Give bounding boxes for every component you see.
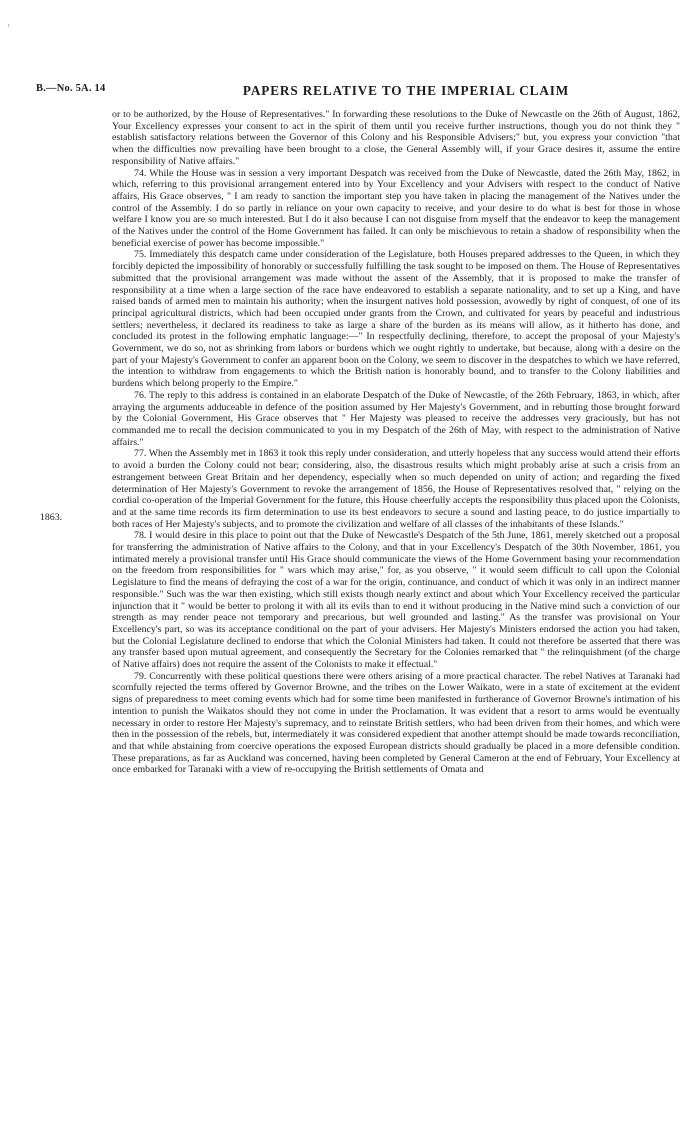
page-header (36, 83, 666, 101)
running-title: PAPERS RELATIVE TO THE IMPERIAL CLAIM (242, 83, 570, 98)
paragraph-79: 79. Concurrently with these political questions there were others arising of a more practical character. The rebel Natives at Taranaki had scornfully rejected the terms offered by Governor Browne, and the tribes on the Lower Waikato, were in a state of excitement at the evident signs of preparedness to meet coming events which had for some time been manifested in furtherance of Governor Browne's intimation of his intention to punish the Waikatos should they not come in under the Proclamation. It was evident that a resort to arms would be eventually necessary in order to restore Her Majesty's supremacy, and to reinstate British settlers, who had been driven from their homes, and which were then in the possession of the rebels, but, intermediately it was considered expedient that another attempt should be made towards reconciliation, and that while abstaining from coercive operations the exposed European districts should gradually be placed in a more defensible condition. These preparations, as far as Auckland was concerned, having been completed by General Cameron at the end of February, Your Excellency at once embarked for Taranaki with a view of re-occupying the British settlements of Omata and (112, 670, 680, 776)
paragraph-74: 74. While the House was in session a very important Despatch was received from the Duke of Newcastle, dated the 26th May, 1862, in which, referring to this provisional arrangement entered into by Your Excellency and your Advisers with respect to the conduct of Native affairs, His Grace observes, " I am ready to sanction the important step you have taken in placing the management of the Natives under the control of the Assembly. I do so partly in reliance on your own capacity to receive, and your desire to do what is best for those in whose welfare I know you are so much interested. But I do it also because I can not disguise from myself that the endeavor to keep the management of the Natives under the control of the Home Government has failed. It can only be mischievous to retain a shadow of responsibility when the beneficial exercise of power has become impossible." (112, 167, 680, 249)
margin-year-note: 1863. (40, 512, 63, 523)
paragraph-78: 78. I would desire in this place to point out that the Duke of Newcastle's Despatch of the 5th June, 1861, merely sketched out a proposal for transferring the administration of Native affairs to the Colony, and that in your Excellency's Despatch of the 30th November, 1861, you intimated merely a provisional transfer until His Grace should communicate the views of the Home Government basing your recommendation on the freedom from responsibilities for " wars which may arise," for, as you observe, " it would seem difficult to call upon the Colonial Legislature to find the means of defraying the cost of a war for the origin, continuance, and conduct of which it was only in an indirect manner responsible." Such was the war then existing, which still exists though nearly extinct and about which Your Excellency received the particular injunction that it " would be better to prolong it with all its evils than to end it without producing in the Native mind such a conviction of our strength as may render peace not temporary and precarious, but well grounded and lasting." As the transfer was provisional on Your Excellency's part, so was its acceptance conditional on the part of your advisers. Her Majesty's Ministers endorsed the action you had taken, but the Colonial Legislature declined to endorse that which the Colonial Ministers had taken. It could not therefore be asserted that there was any transfer based upon mutual agreement, and consequently the Secretary for the Colonies remarked that " the relinquishment (of the charge of Native affairs) does not require the assent of the Colonists to make it effectual." (112, 530, 680, 671)
paragraph-75: 75. Immediately this despatch came under consideration of the Legislature, both Houses prepared addresses to the Queen, in which they forcibly depicted the impossibility of honorably or successfully fulfilling the task sought to be imposed on them. The House of Representatives submitted that the provisional arrangement was made without the assent of the Assembly, that it is proposed to make the transfer of responsibility at a time when a large section of the race have endeavored to establish a separate nationality, and to set up a King, and have raised bands of armed men to maintain his authority; when the insurgent natives hold possession, avowedly by right of conquest, of one of its principal agricultural districts, which had been occupied under grants from the Crown, and cultivated for years by peaceful and industrious settlers; nevertheless, it declared its readiness to take as large a share of the burden as its means will allow, as it hitherto has done, and concluded its protest in the following emphatic language:—" In respectfully declining, therefore, to accept the proposal of your Majesty's Government, we do so, not as shrinking from labors or burdens which we ought rightly to undertake, but because, along with a desire on the part of your Majesty's Government to confer an apparent boon on the Colony, we seem to discover in the despatches to which we have referred, the intention to withdraw from engagements to which the British nation is honorably bound, and to transfer to the Colony liabilities and burdens which belong properly to the Empire." (112, 249, 680, 390)
page-corner-mark: ' (8, 23, 10, 33)
paragraph-76: 76. The reply to this address is contained in an elaborate Despatch of the Duke of Newcastle, of the 26th February, 1863, in which, after arraying the arguments adduceable in defence of the position assumed by Her Majesty's Government, and in rebutting those brought forward by the Colonial Government, His Grace observes that " Her Majesty was pleased to receive the addresses very graciously, but has not commanded me to recall the decision communicated to you in my Despatch of the 26th of May, with respect to the administration of Native affairs." (112, 389, 680, 448)
body-text (112, 109, 680, 776)
paragraph-77: 77. When the Assembly met in 1863 it took this reply under consideration, and utterly hopeless that any success would attend their efforts to avoid a burden the Colony could not bear; considering, also, the disastrous results which might probably arise at such a crisis from an estrangement between Great Britain and her dependency, especially when so much depended on unity of action; and regarding the fixed determination of Her Majesty's Government to revoke the arrangement of 1856, the House of Representatives resolved that, " relying on the cordial co-operation of the Imperial Government for the future, this House cheerfully accepts the responsibility thus placed upon the Colonists, and at the same time records its firm determination to use its best endeavors to secure a sound and lasting peace, to do justice impartially to both races of Her Majesty's subjects, and to promote the civilization and welfare of all classes of the inhabitants of these Islands." (112, 448, 680, 530)
document-reference: B.—No. 5A. 14 (36, 83, 106, 94)
paragraph-continued: or to be authorized, by the House of Representatives." In forwarding these resolutions to the Duke of Newcastle on the 26th of August, 1862, Your Excellency expresses your consent to act in the spirit of them until you receive further instructions, though you do not think they " establish satisfactory relations between the Governor of this Colony and his Responsible Advisers;" but, you express your conviction "that when the difficulties now prevailing have been brought to a close, the General Assembly will, if your Grace desires it, assume the entire responsibility of Native affairs." (112, 109, 680, 167)
